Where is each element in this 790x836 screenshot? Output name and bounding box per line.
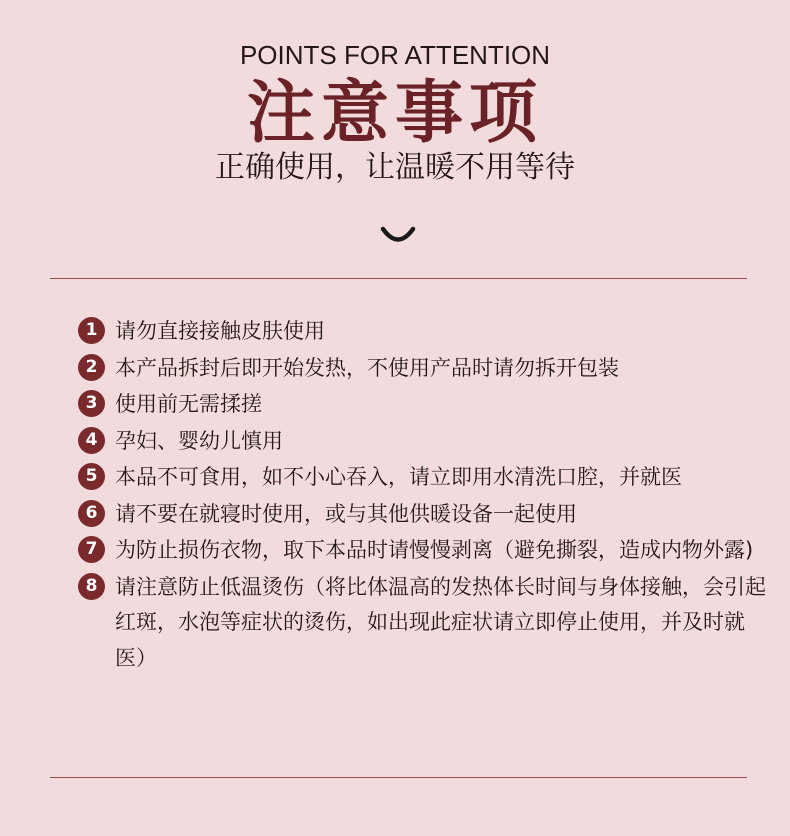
attention-list	[78, 314, 768, 677]
item-number-badge: 6	[78, 500, 105, 527]
page-title: 注意事项	[246, 74, 543, 153]
item-number-badge: 1	[78, 317, 105, 344]
list-item	[78, 424, 768, 460]
item-text: 本产品拆封后即开始发热，不使用产品时请勿拆开包装	[115, 355, 619, 380]
item-text: 本品不可食用，如不小心吞入，请立即用水清洗口腔，并就医	[115, 465, 682, 489]
list-item	[78, 460, 768, 496]
item-number-badge: 2	[78, 354, 105, 381]
list-item	[78, 533, 768, 569]
item-number-badge: 8	[78, 573, 105, 600]
item-number-badge: 7	[78, 536, 105, 563]
list-item	[78, 497, 768, 533]
item-text: 孕妇、婴幼儿慎用	[115, 428, 283, 453]
item-text: 请不要在就寝时使用，或与其他供暖设备一起使用	[115, 501, 577, 526]
bottom-divider	[50, 777, 747, 778]
item-number-badge: 4	[78, 427, 105, 454]
list-item	[78, 351, 768, 387]
item-text: 请勿直接接触皮肤使用	[115, 319, 325, 343]
english-title: POINTS FOR ATTENTION	[239, 40, 551, 70]
top-divider	[50, 278, 747, 279]
list-item	[78, 314, 768, 350]
item-text: 请注意防止低温烫伤（将比体温高的发热体长时间与身体接触，会引起红斑，水泡等症状的烫伤，如出现此症状请立即停止使用，并及时就医）	[115, 574, 766, 670]
item-number-badge: 3	[78, 390, 105, 417]
tagline: 正确使用，让温暖不用等待	[215, 150, 575, 185]
item-text: 为防止损伤衣物，取下本品时请慢慢剥离（避免撕裂，造成内物外露)	[115, 538, 754, 562]
list-item	[78, 387, 768, 423]
item-text: 使用前无需揉搓	[115, 392, 262, 416]
list-item	[78, 570, 768, 677]
item-number-badge: 5	[78, 463, 105, 490]
smile-icon	[380, 224, 416, 248]
